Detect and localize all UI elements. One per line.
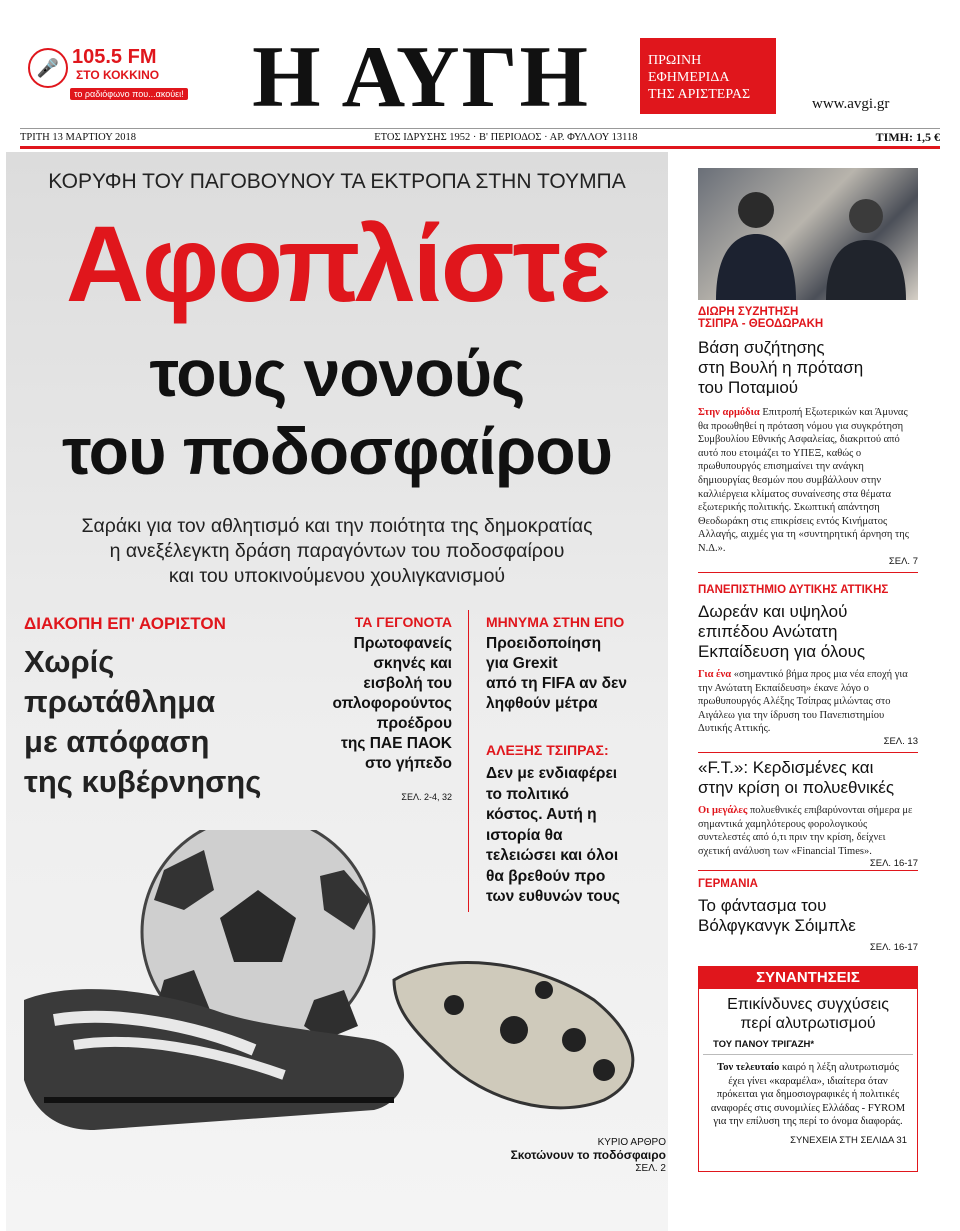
side1-title-line[interactable]: Βάση συζήτησης bbox=[698, 338, 825, 357]
microphone-icon: 🎤 bbox=[28, 48, 68, 88]
col2-label: ΤΑ ΓΕΓΟΝΟΤΑ bbox=[354, 614, 452, 630]
col1-line: με απόφαση bbox=[24, 724, 210, 759]
side3-lead: Οι μεγάλες bbox=[698, 805, 748, 816]
side3-text: πολυεθνικές επιβαρύνονται σήμερα με σημαντικά χαμηλότερους φορολογικούς συντελεστές από ό,τι πριν την κρίση, δείχνει σχετική ανάλυση των «Financial Times». bbox=[698, 805, 913, 857]
side-story-4 bbox=[698, 878, 918, 953]
col2-page-ref: ΣΕΛ. 2-4, 32 bbox=[401, 792, 452, 802]
col3-line: Προειδοποίηση bbox=[486, 635, 602, 652]
side1-text: Επιτροπή Εξωτερικών και Άμυνας θα προωθηθεί η πρόταση νόμου για συγκρότηση Συμβουλίου Εθνικής Ασφαλείας, διακριτού από αυτό που ετοιμάζει το ΥΠΕΞ, καθώς ο πρωθυπουργός επισημαίνει την ανάγκη δημιουργίας θεσμών που συμβάλλουν στην καλλιέργεια κλίματος συναίνεσης στα θέματα εξωτερικής πολιτικής. Σκωπτική απάντηση Θεοδωράκη στις επικρίσεις εντός Κινήματος Αλλαγής, αιχμές για τη «συντηρητική άρνηση της Ν.Δ.». bbox=[698, 407, 909, 554]
col2-line: στο γήπεδο bbox=[364, 755, 452, 772]
col3-label: ΜΗΝΥΜΑ ΣΤΗΝ ΕΠΟ bbox=[486, 614, 625, 630]
tagline-line: ΠΡΩΙΝΗ bbox=[648, 53, 702, 68]
side3-title-line[interactable]: «F.T.»: Κερδισμένες και bbox=[698, 758, 874, 777]
col1-line: της κυβέρνησης bbox=[24, 764, 262, 799]
side3-title-line[interactable]: στην κρίση οι πολυεθνικές bbox=[698, 778, 895, 797]
side2-page-ref: ΣΕΛ. 13 bbox=[883, 735, 918, 747]
masthead-tagline bbox=[640, 38, 776, 114]
sidebar-divider bbox=[698, 752, 918, 753]
col1-line: Χωρίς bbox=[24, 644, 115, 679]
issue-date: ΤΡΙΤΗ 13 ΜΑΡΤΙΟΥ 2018 bbox=[20, 132, 137, 143]
col3-quote-line: τελειώσει και όλοι bbox=[486, 847, 619, 864]
side4-title-line[interactable]: Το φάντασμα του bbox=[698, 896, 827, 915]
issue-number: ΕΤΟΣ ΙΔΡΥΣΗΣ 1952 · Β' ΠΕΡΙΟΔΟΣ · ΑΡ. ΦΥΛΛΟΥ 13118 bbox=[374, 132, 638, 143]
col3-line: για Grexit bbox=[486, 655, 558, 672]
caption-page-ref: ΣΕΛ. 2 bbox=[635, 1163, 666, 1174]
col3-quote-line: ιστορία θα bbox=[486, 826, 563, 844]
side1-body bbox=[698, 406, 918, 556]
deck-line: Σαράκι για τον αθλητισμό και την ποιότητα της δημοκρατίας bbox=[81, 515, 593, 537]
lead-kicker: ΚΟΡΥΦΗ ΤΟΥ ΠΑΓΟΒΟΥΝΟΥ ΤΑ ΕΚΤΡΟΠΑ ΣΤΗΝ ΤΟΥΜΠΑ bbox=[48, 170, 626, 193]
side1-label-line: ΔΙΩΡΗ ΣΥΖΗΤΗΣΗ bbox=[698, 306, 799, 318]
radio-ad bbox=[22, 42, 184, 106]
radio-tagline: το ραδιόφωνο που...ακούει! bbox=[70, 88, 188, 100]
side2-title-line[interactable]: Εκπαίδευση για όλους bbox=[698, 642, 866, 661]
side4-page-ref: ΣΕΛ. 16-17 bbox=[869, 942, 918, 953]
side1-lead: Στην αρμόδια bbox=[698, 407, 760, 418]
col2-line: της ΠΑΕ ΠΑΟΚ bbox=[340, 735, 452, 752]
side-story-1 bbox=[698, 306, 918, 567]
caption-label: ΚΥΡΙΟ ΑΡΘΡΟ bbox=[597, 1137, 666, 1148]
deck-line: η ανεξέλεγκτη δράση παραγόντων του ποδοσφαίρου bbox=[109, 540, 565, 562]
side1-title-line[interactable]: στη Βουλή η πρόταση bbox=[698, 358, 864, 377]
sidebar-divider bbox=[698, 870, 918, 871]
opinion-box bbox=[698, 966, 918, 1172]
opinion-continued-ref: ΣΥΝΕΧΕΙΑ ΣΤΗ ΣΕΛΙΔΑ 31 bbox=[790, 1134, 907, 1146]
politicians-photo bbox=[698, 168, 918, 300]
side-story-2 bbox=[698, 584, 918, 747]
tagline-line: ΤΗΣ ΑΡΙΣΤΕΡΑΣ bbox=[648, 87, 751, 102]
col3-line: από τη FIFA αν δεν bbox=[486, 675, 628, 692]
col2-headline bbox=[300, 634, 452, 774]
website-link[interactable]: www.avgi.gr bbox=[812, 96, 890, 112]
side1-page-ref: ΣΕΛ. 7 bbox=[888, 555, 918, 567]
col3-quote-line: το πολιτικό bbox=[486, 785, 569, 803]
opinion-box-header: ΣΥΝΑΝΤΗΣΕΙΣ bbox=[699, 967, 917, 989]
side4-title-line[interactable]: Βόλφγκανγκ Σόιμπλε bbox=[698, 916, 856, 935]
col2-line: σκηνές και bbox=[373, 655, 452, 672]
side-story-3 bbox=[698, 758, 918, 869]
issue-price: ΤΙΜΗ: 1,5 € bbox=[875, 130, 940, 144]
lead-headline-line3: του ποδοσφαίρου bbox=[62, 414, 612, 488]
col1-line: πρωτάθλημα bbox=[24, 684, 216, 719]
masthead-divider bbox=[20, 146, 940, 149]
side2-text: «σημαντικό βήμα προς μια νέα εποχή για την Ανώτατη Εκπαίδευση» έκανε λόγο ο πρωθυπουργός Αλέξης Τσίπρας μιλώντας στο Αιγάλεω για την ίδρυση του Πανεπιστημίου Δυτικής Αττικής. bbox=[698, 669, 908, 735]
opinion-author: ΤΟΥ ΠΑΝΟΥ ΤΡΙΓΑΖΗ* bbox=[703, 1033, 913, 1055]
caption-title[interactable]: Σκοτώνουν το ποδόσφαιρο bbox=[510, 1148, 666, 1162]
col3-label-quote: ΑΛΕΞΗΣ ΤΣΙΠΡΑΣ: bbox=[486, 742, 609, 758]
opinion-body bbox=[699, 1055, 917, 1129]
opinion-text: καιρό η λέξη αλυτρωτισμός έχει γίνει «καραμέλα», ιδιαίτερα όταν πρόκειται για δημοσιογραφικές ή πολιτικές αναφορές στις συνομιλίες Ελλάδας - FYROM για την επίλυση της περί το όνομα διαφοράς. bbox=[710, 1062, 906, 1128]
col3-quote-line: θα βρεθούν προ bbox=[486, 867, 606, 885]
issue-info-bar bbox=[20, 128, 940, 144]
col2-line: εισβολή του bbox=[363, 675, 452, 692]
side3-page-ref: ΣΕΛ. 16-17 bbox=[869, 858, 918, 870]
editorial-caption bbox=[460, 1136, 666, 1175]
side1-title-line[interactable]: του Ποταμιού bbox=[698, 378, 799, 397]
side2-label: ΠΑΝΕΠΙΣΤΗΜΙΟ ΔΥΤΙΚΗΣ ΑΤΤΙΚΗΣ bbox=[698, 584, 889, 596]
side1-label-line: ΤΣΙΠΡΑ - ΘΕΟΔΩΡΑΚΗ bbox=[698, 318, 824, 330]
side2-title-line[interactable]: Δωρεάν και υψηλού bbox=[698, 602, 848, 621]
football-boot-right-icon bbox=[394, 963, 633, 1108]
side4-label: ΓΕΡΜΑΝΙΑ bbox=[698, 878, 758, 890]
deck-line: και του υποκινούμενου χουλιγκανισμού bbox=[168, 565, 506, 587]
col3-headline bbox=[486, 634, 656, 714]
lead-deck bbox=[14, 514, 660, 589]
opinion-title-line[interactable]: Επικίνδυνες συγχύσεις bbox=[727, 996, 889, 1013]
col2-line: προέδρου bbox=[376, 715, 452, 732]
col3-line: ληφθούν μέτρα bbox=[486, 695, 598, 712]
col2-line: Πρωτοφανείς bbox=[353, 635, 452, 652]
sidebar-divider bbox=[698, 572, 918, 573]
side2-body bbox=[698, 668, 918, 736]
side2-title-line[interactable]: επιπέδου Ανώτατη bbox=[698, 622, 838, 641]
col1-headline bbox=[24, 642, 324, 802]
politicians-silhouette-icon bbox=[698, 168, 918, 300]
radio-name: ΣΤΟ ΚΟΚΚΙΝΟ bbox=[76, 68, 160, 82]
side2-lead: Για ένα bbox=[698, 669, 732, 680]
opinion-lead: Τον τελευταίο bbox=[717, 1062, 780, 1073]
col2-line: οπλοφορούντος bbox=[332, 695, 452, 712]
tagline-line: ΕΦΗΜΕΡΙΔΑ bbox=[648, 70, 730, 85]
lead-headline-line2: τους νονούς bbox=[149, 336, 525, 410]
side3-body bbox=[698, 804, 918, 858]
col3-quote-line: κόστος. Αυτή η bbox=[486, 806, 597, 823]
col3-quote-line: των ευθυνών τους bbox=[486, 888, 620, 905]
radio-frequency: 105.5 FM bbox=[72, 46, 157, 68]
lead-headline-main: Αφοπλίστε bbox=[65, 203, 609, 324]
col1-label: ΔΙΑΚΟΠΗ ΕΠ' ΑΟΡΙΣΤΟΝ bbox=[24, 614, 226, 633]
opinion-title-line[interactable]: περί αλυτρωτισμού bbox=[740, 1015, 876, 1032]
col3-quote-line: Δεν με ενδιαφέρει bbox=[486, 765, 618, 782]
newspaper-logo: Η ΑΥΓΗ bbox=[252, 29, 590, 126]
football-boots-image bbox=[14, 830, 654, 1160]
